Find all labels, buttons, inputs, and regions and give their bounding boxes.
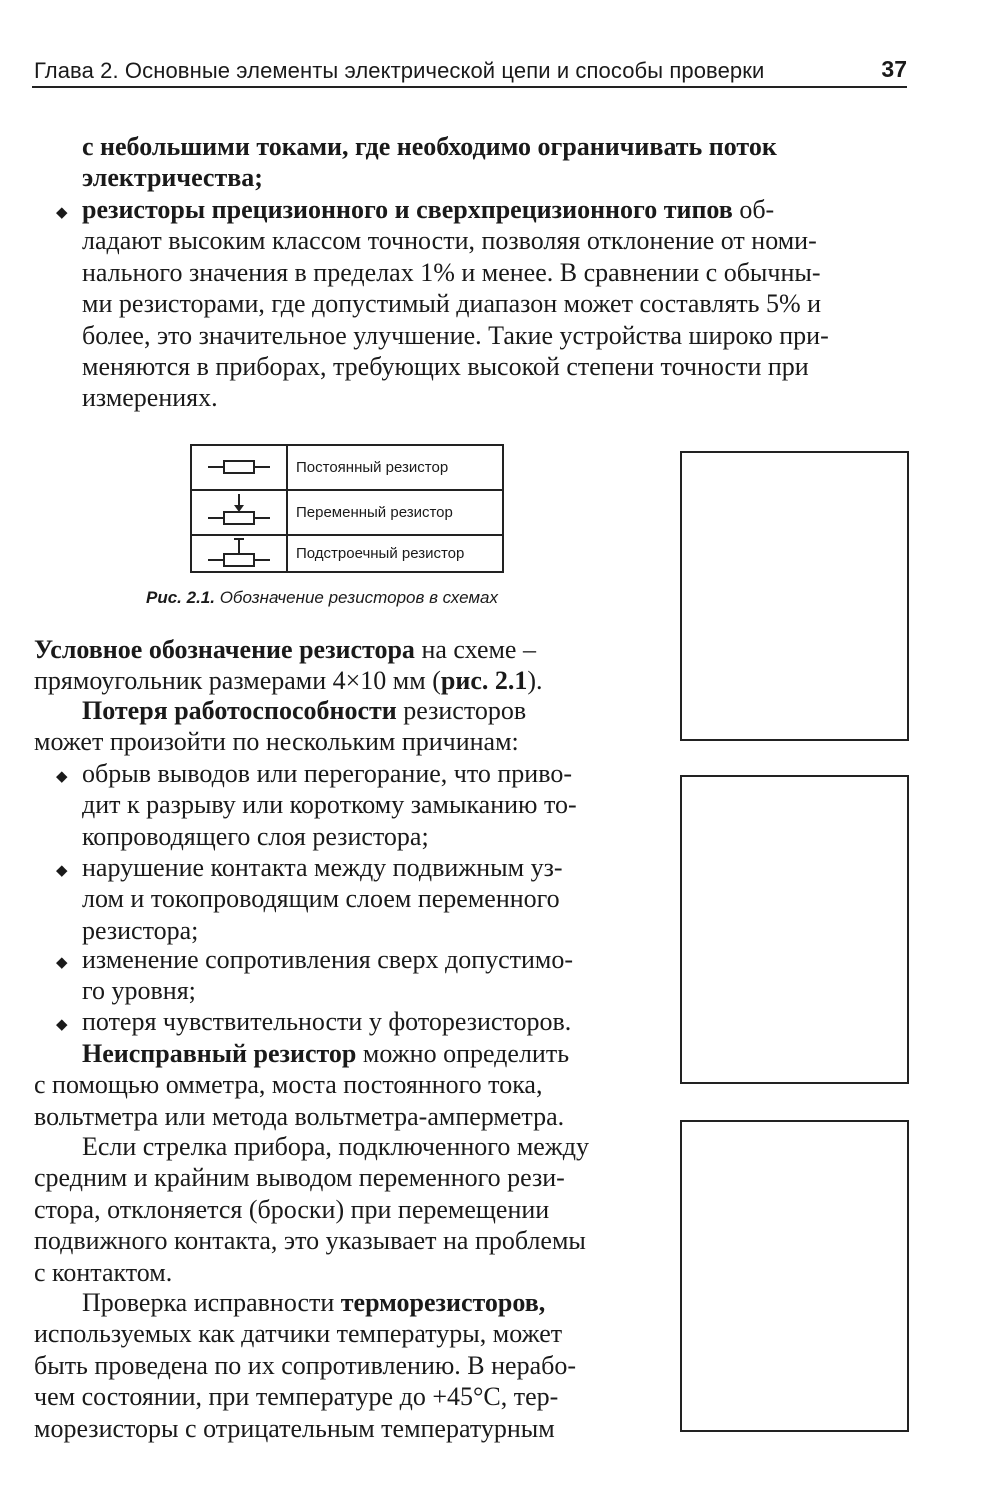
photo-frame-2 — [680, 775, 909, 1084]
photo-frame-1 — [680, 451, 909, 741]
needle-line-3: стора, отклоняется (броски) при перемещении — [34, 1194, 550, 1224]
trimmer-resistor-symbol-icon — [192, 536, 288, 571]
failure-item-2-line-2: лом и токопроводящим слоем переменного — [82, 884, 560, 914]
faulty-paragraph — [34, 1038, 646, 1132]
intro-line-2: электричества; — [82, 163, 263, 193]
needle-line-1: Если стрелка прибора, подключенного между — [82, 1132, 589, 1161]
thermo-line-2: используемых как датчики температуры, может — [34, 1319, 563, 1349]
precision-line-7: измерениях. — [82, 383, 218, 413]
failure-item-4 — [82, 1006, 646, 1037]
intro-paragraph — [82, 131, 908, 194]
faulty-line-3: вольтметра или метода вольтметра-амперметра. — [34, 1101, 565, 1131]
variable-resistor-label: Переменный резистор — [296, 504, 453, 521]
failure-bold: Потеря работоспособности — [82, 696, 397, 725]
thermo-paragraph — [34, 1287, 646, 1444]
designation-bold: Условное обозначение резистора — [34, 635, 415, 664]
failure-item-1-line-3: копроводящего слоя резистора; — [82, 821, 429, 851]
figure-reference: рис. 2.1 — [440, 666, 528, 696]
failure-line-2: может произойти по нескольким причинам: — [34, 727, 519, 757]
bullet-icon: ◆ — [56, 955, 68, 971]
failure-item-3 — [82, 944, 646, 1007]
precision-bold: резисторы прецизионного и сверхпрецизионного типов — [82, 195, 733, 224]
resistor-symbols-table — [190, 444, 504, 573]
precision-line-1-tail: об- — [732, 195, 775, 224]
bullet-icon: ◆ — [56, 1017, 68, 1033]
intro-line-1: с небольшими токами, где необходимо ограничивать поток — [82, 132, 777, 161]
photo-frame-3 — [680, 1120, 909, 1432]
precision-line-5: более, это значительное улучшение. Такие устройства широко при- — [82, 320, 829, 350]
needle-paragraph — [34, 1131, 646, 1288]
thermo-line-5: морезисторы с отрицательным температурным — [34, 1413, 555, 1443]
precision-line-4: ми резисторами, где допустимый диапазон может составлять 5% и — [82, 289, 822, 319]
faulty-tail: можно определить — [356, 1039, 570, 1068]
bullet-icon: ◆ — [56, 863, 68, 879]
page-number: 37 — [881, 56, 907, 82]
bullet-icon: ◆ — [56, 769, 68, 785]
failure-item-3-line-2: го уровня; — [82, 976, 196, 1006]
thermo-bold: терморезисторов, — [340, 1288, 546, 1317]
faulty-bold: Неисправный резистор — [82, 1039, 357, 1068]
failure-item-2-line-3: резистора; — [82, 915, 199, 945]
trimmer-resistor-row — [192, 534, 502, 571]
designation-line-2-start: прямоугольник размерами 4×10 мм ( — [34, 666, 441, 696]
failure-item-2 — [82, 852, 646, 946]
figure-caption — [146, 588, 498, 608]
chapter-title: Глава 2. Основные элементы электрической цепи и способы проверки — [34, 58, 765, 83]
figure-caption-text: Обозначение резисторов в схемах — [214, 588, 498, 607]
needle-line-4: подвижного контакта, это указывает на проблемы — [34, 1226, 586, 1256]
variable-resistor-row — [192, 489, 502, 534]
precision-line-2: ладают высоким классом точности, позволяя отклонение от номи- — [82, 226, 817, 256]
designation-line-2-end: ). — [527, 666, 543, 696]
failure-paragraph — [34, 695, 646, 758]
variable-resistor-symbol-icon — [192, 491, 288, 534]
failure-item-1-line-2: дит к разрыву или короткому замыканию то- — [82, 790, 577, 820]
thermo-line-3: быть проведена по их сопротивлению. В нерабо- — [34, 1350, 577, 1380]
precision-line-3: нального значения в пределах 1% и менее. В сравнении с обычны- — [82, 257, 821, 287]
fixed-resistor-symbol-icon — [192, 446, 288, 489]
bullet-icon: ◆ — [56, 205, 68, 221]
needle-line-2: средним и крайним выводом переменного рези- — [34, 1163, 565, 1193]
thermo-line-4: чем состоянии, при температуре до +45°C, тер- — [34, 1382, 559, 1412]
thermo-start: Проверка исправности — [82, 1288, 341, 1317]
failure-item-4-line-1: потеря чувствительности у фоторезисторов. — [82, 1007, 572, 1036]
failure-item-3-line-1: изменение сопротивления сверх допустимо- — [82, 945, 574, 974]
failure-item-1 — [82, 758, 646, 852]
fixed-resistor-label: Постоянный резистор — [296, 459, 449, 476]
trimmer-resistor-label: Подстроечный резистор — [296, 545, 465, 562]
designation-paragraph — [34, 634, 646, 697]
precision-line-6: меняются в приборах, требующих высокой степени точности при — [82, 352, 809, 382]
figure-caption-number: Рис. 2.1. — [146, 588, 215, 607]
fixed-resistor-row — [192, 446, 502, 489]
failure-item-2-line-1: нарушение контакта между подвижным уз- — [82, 853, 563, 882]
precision-bullet — [82, 194, 908, 414]
failure-item-1-line-1: обрыв выводов или перегорание, что приво- — [82, 759, 572, 788]
running-header — [32, 50, 907, 88]
designation-tail: на схеме – — [414, 635, 536, 664]
failure-tail: резисторов — [396, 696, 527, 725]
faulty-line-2: с помощью омметра, моста постоянного тока, — [34, 1070, 543, 1100]
needle-line-5: с контактом. — [34, 1257, 173, 1287]
